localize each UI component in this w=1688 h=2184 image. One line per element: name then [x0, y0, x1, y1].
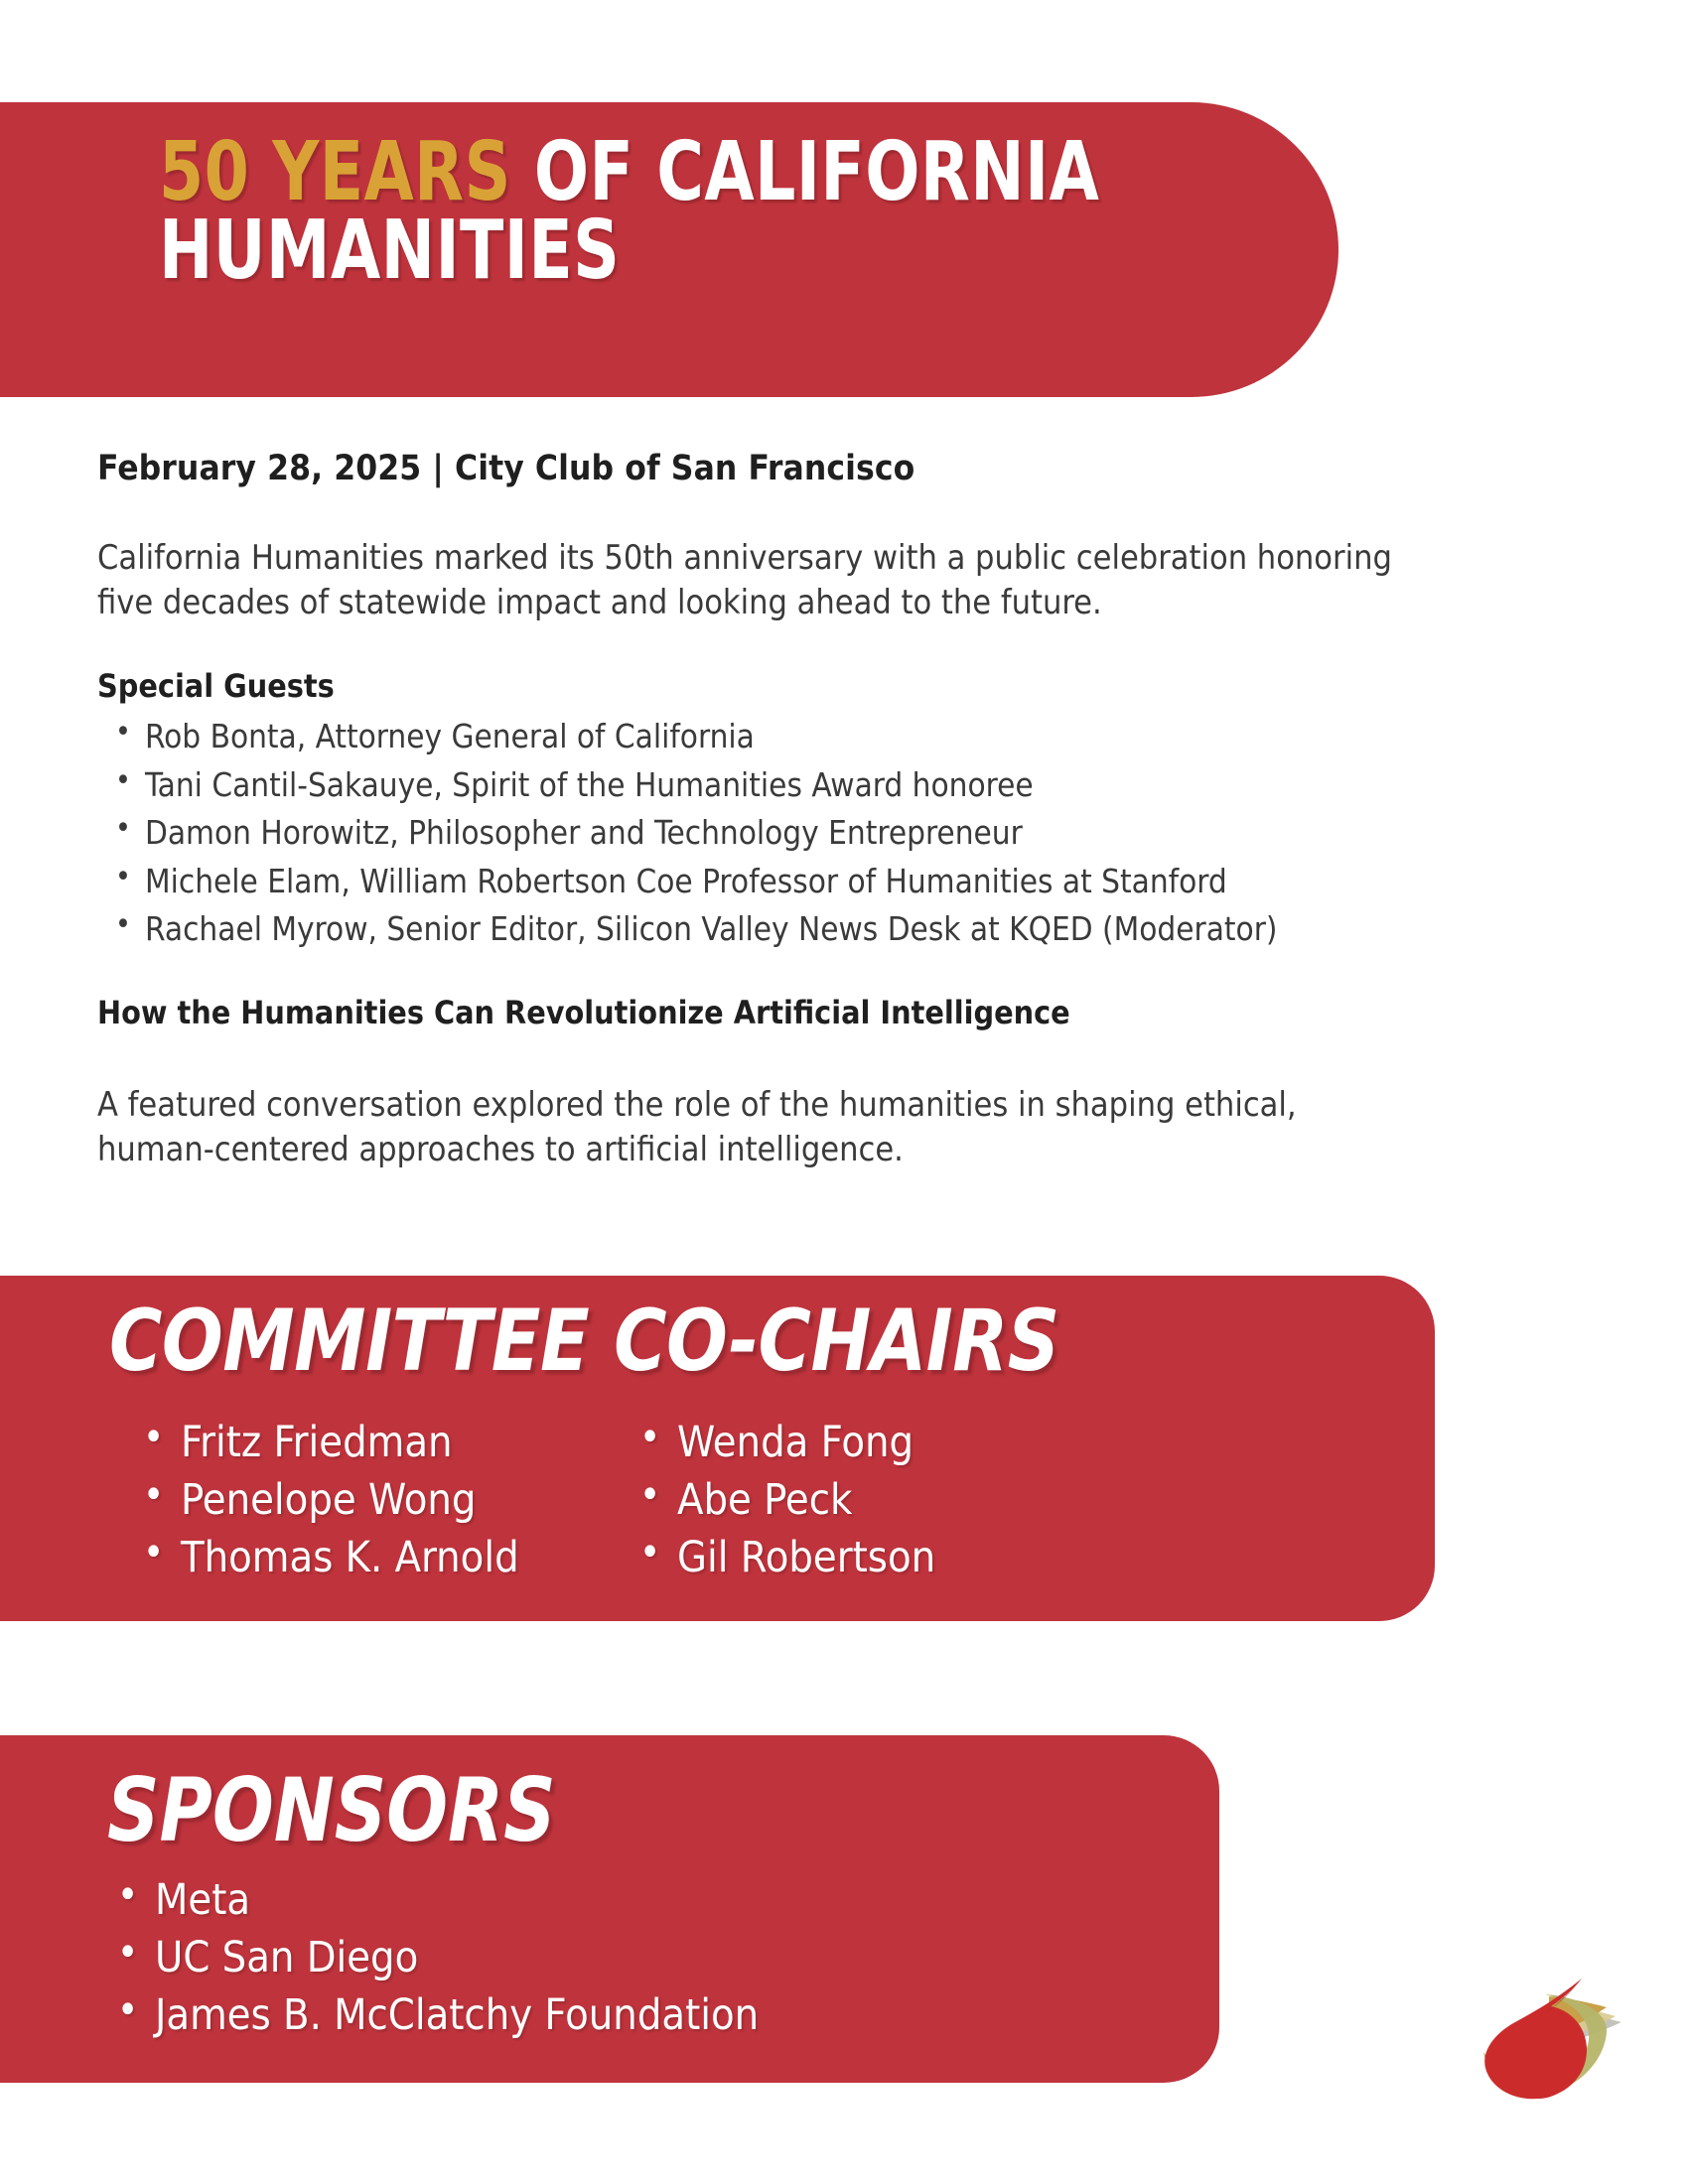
page-title: [159, 125, 1190, 298]
list-item: • James B. McClatchy Foundation: [103, 1986, 1146, 2044]
list-item: • Fritz Friedman: [129, 1414, 626, 1471]
page-title-rest: OF CALIFORNIA HUMANITIES: [159, 125, 1100, 298]
california-humanities-logo-icon: [1468, 1961, 1624, 2110]
list-item: • Abe Peck: [626, 1471, 1122, 1529]
intro-paragraph: California Humanities marked its 50th anniversary with a public celebration honoring five decades of statewide impact and looking ahead to the future.: [97, 538, 1392, 623]
body-content: [97, 449, 1468, 1172]
committee-list-right: [626, 1414, 1122, 1586]
list-item: • Penelope Wong: [129, 1471, 626, 1529]
special-guests-list: [97, 713, 1468, 954]
committee-title: COMMITTEE CO-CHAIRS: [109, 1292, 1059, 1391]
list-item: • Michele Elam, William Robertson Coe Professor of Humanities at Stanford: [97, 858, 1468, 906]
sponsors-list: [103, 1871, 1146, 2044]
list-item: • Tani Cantil-Sakauye, Spirit of the Humanities Award honoree: [97, 761, 1468, 810]
special-guests-heading: Special Guests: [97, 667, 335, 706]
committee-column-right: [626, 1414, 1122, 1586]
list-item: • Rob Bonta, Attorney General of California: [97, 713, 1468, 761]
list-item: • Gil Robertson: [626, 1529, 1122, 1586]
committee-list-left: [129, 1414, 626, 1586]
list-item: • Meta: [103, 1871, 1146, 1929]
sponsors-title: SPONSORS: [107, 1759, 556, 1861]
list-item: • Damon Horowitz, Philosopher and Technology Entrepreneur: [97, 809, 1468, 858]
ai-session-heading: How the Humanities Can Revolutionize Artificial Intelligence: [97, 993, 1070, 1031]
page-title-highlight: 50 YEARS: [159, 125, 511, 219]
committee-column-left: [129, 1414, 626, 1586]
list-item: • Thomas K. Arnold: [129, 1529, 626, 1586]
date-venue-line: February 28, 2025 | City Club of San Francisco: [97, 449, 915, 488]
list-item: • Wenda Fong: [626, 1414, 1122, 1471]
sponsors-list-wrap: [103, 1871, 1146, 2044]
list-item: • Rachael Myrow, Senior Editor, Silicon Valley News Desk at KQED (Moderator): [97, 905, 1468, 954]
ai-session-paragraph: A featured conversation explored the role of the humanities in shaping ethical, human-centered approaches to artificial intelligence.: [97, 1084, 1297, 1170]
committee-columns: [129, 1414, 1301, 1586]
list-item: • UC San Diego: [103, 1929, 1146, 1986]
